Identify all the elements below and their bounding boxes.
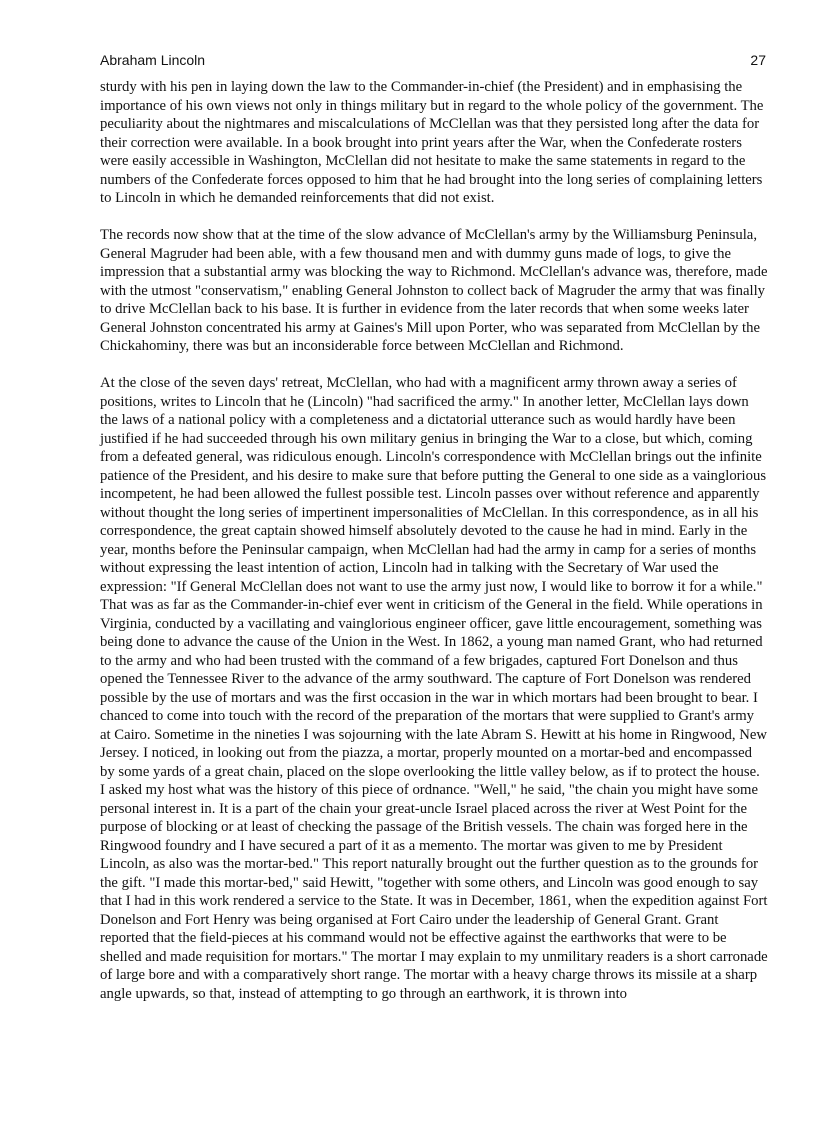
page-number: 27 [750, 52, 766, 68]
paragraph: At the close of the seven days' retreat, McClellan, who had with a magnificent army thrown away a series of positions, writes to Lincoln that he (Lincoln) "had sacrificed the army." In another letter, McClellan lays down the laws of a national policy with a completeness and a dictatorial utterance such as would hardly have been justified if he had succeeded through his own military genius in bringing the War to a close, but which, coming from a defeated general, was ridiculous enough. Lincoln's correspondence with McClellan brings out the infinite patience of the President, and his desire to make sure that before putting the General to one side as a vainglorious incompetent, he had been allowed the fullest possible test. Lincoln passes over without reference and apparently without thought the long series of impertinent impersonalities of McClellan. In this correspondence, as in all his correspondence, the great captain showed himself absolutely devoted to the cause he had in mind. Early in the year, months before the Peninsular campaign, when McClellan had had the army in camp for a series of months without expressing the least intention of action, Lincoln had in talking with the Secretary of War used the expression: "If General McClellan does not want to use the army just now, I would like to borrow it for a while." That was as far as the Commander-in-chief ever went in criticism of the General in the field. While operations in Virginia, conducted by a vacillating and vainglorious engineer officer, gave little encouragement, something was being done to advance the cause of the Union in the West. In 1862, a young man named Grant, who had returned to the army and who had been trusted with the command of a few brigades, captured Fort Donelson and thus opened the Tennessee River to the advance of the army southward. The capture of Fort Donelson was rendered possible by the use of mortars and was the first occasion in the war in which mortars had been brought to bear. I chanced to come into touch with the record of the preparation of the mortars that were supplied to Grant's army at Cairo. Sometime in the nineties I was sojourning with the late Abram S. Hewitt at his home in Ringwood, New Jersey. I noticed, in looking out from the piazza, a mortar, properly mounted on a mortar-bed and encompassed by some yards of a great chain, placed on the slope overlooking the little valley below, as if to protect the house. I asked my host what was the history of this piece of ordnance. "Well," he said, "the chain you might have some personal interest in. It is a part of the chain your great-uncle Israel placed across the river at West Point for the purpose of blocking or at least of checking the passage of the British vessels. The chain was forged here in the Ringwood foundry and I have secured a part of it as a memento. The mortar was given to me by President Lincoln, as also was the mortar-bed." This report naturally brought out the further question as to the grounds for the gift. "I made this mortar-bed," said Hewitt, "together with some others, and Lincoln was good enough to say that I had in this work rendered a service to the State. It was in December, 1861, when the expedition against Fort Donelson and Fort Henry was being organised at Fort Cairo under the leadership of General Grant. Grant reported that the field-pieces at his command would not be effective against the earthworks that were to be shelled and made requisition for mortars." The mortar I may explain to my unmilitary readers is a short carronade of large bore and with a comparatively short range. The mortar with a heavy charge throws its missile at a sharp angle upwards, so that, instead of attempting to go through an earthwork, it is thrown into [100, 375, 768, 1002]
body-text [100, 78, 768, 1022]
paragraph: The records now show that at the time of the slow advance of McClellan's army by the Williamsburg Peninsula, General Magruder had been able, with a few thousand men and with dummy guns made of logs, to give the impression that a substantial army was blocking the way to Richmond. McClellan's advance was, therefore, made with the utmost "conservatism," enabling General Johnston to collect back of Magruder the army that was finally to drive McClellan back to his base. It is further in evidence from the later records that when some weeks later General Johnston concentrated his army at Gaines's Mill upon Porter, who was separated from McClellan by the Chickahominy, there was but an inconsiderable force between McClellan and Richmond. [100, 227, 768, 354]
running-title: Abraham Lincoln [100, 52, 206, 68]
page-header [100, 52, 766, 72]
paragraph: sturdy with his pen in laying down the law to the Commander-in-chief (the President) and in emphasising the importance of his own views not only in things military but in regard to the whole policy of the government. The peculiarity about the nightmares and miscalculations of McClellan was that they persisted long after the data for their correction were available. In a book brought into print years after the War, when the Confederate rosters were easily accessible in Washington, McClellan did not hesitate to make the same statements in regard to the numbers of the Confederate forces opposed to him that he had brought into the long series of complaining letters to Lincoln in which he demanded reinforcements that did not exist. [100, 79, 764, 206]
